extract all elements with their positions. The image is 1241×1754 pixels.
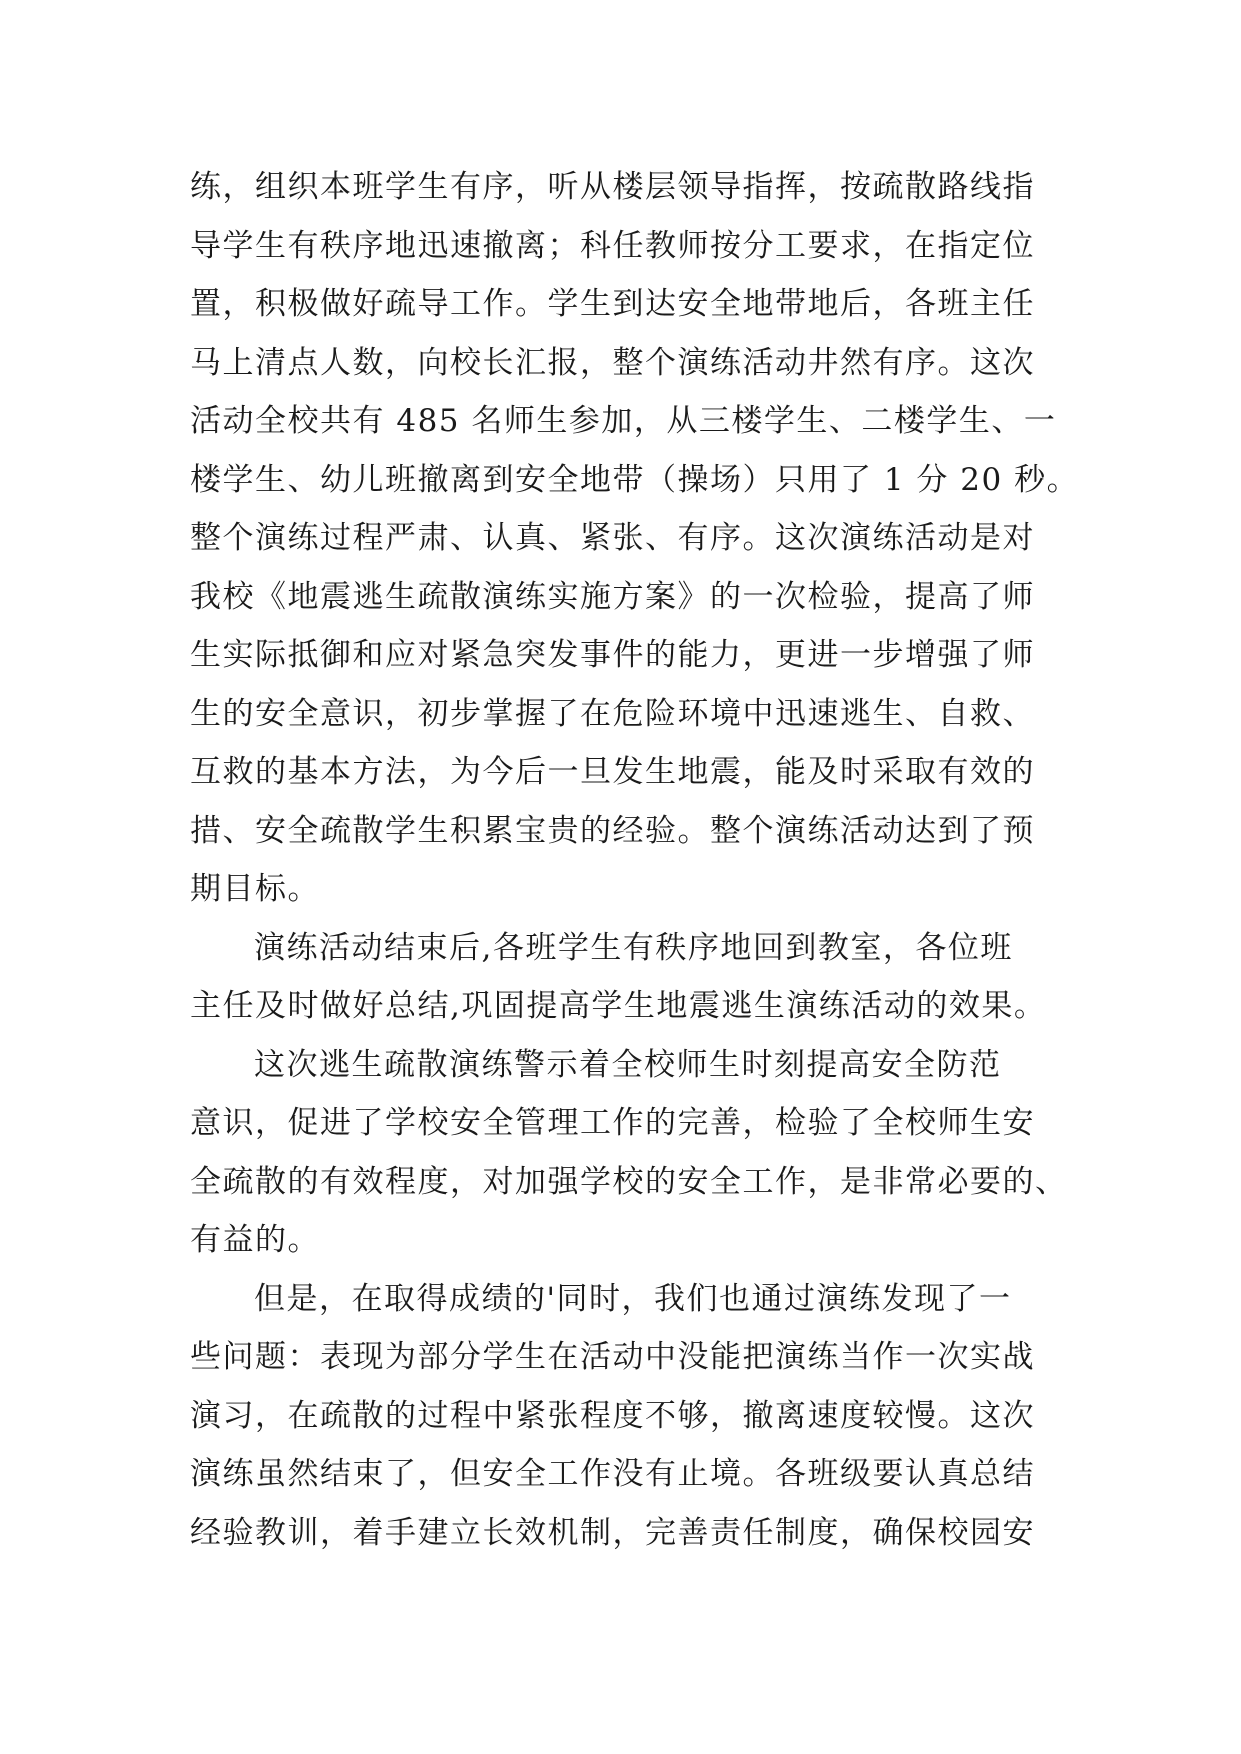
text-line: 生实际抵御和应对紧急突发事件的能力，更进一步增强了师: [190, 637, 1035, 673]
document-body: [190, 158, 1080, 1562]
text-line: 经验教训，着手建立长效机制，完善责任制度，确保校园安: [190, 1514, 1035, 1551]
text-line: 期目标。: [190, 871, 320, 907]
text-line: 置，积极做好疏导工作。学生到达安全地带地后，各班主任: [190, 286, 1035, 322]
paragraph-start-line: 但是，在取得成绩的'同时，我们也通过演练发现了一: [254, 1280, 1012, 1317]
text-line: 我校《地震逃生疏散演练实施方案》的一次检验，提高了师: [190, 578, 1035, 615]
text-line: 全疏散的有效程度，对加强学校的安全工作，是非常必要的、: [190, 1163, 1068, 1200]
text-line: 有益的。: [190, 1222, 320, 1258]
text-line: 措、安全疏散学生积累宝贵的经验。整个演练活动达到了预: [190, 812, 1035, 849]
text-line: 互救的基本方法，为今后一旦发生地震，能及时采取有效的: [190, 754, 1035, 790]
text-line: 演习，在疏散的过程中紧张程度不够，撤离速度较慢。这次: [190, 1397, 1035, 1434]
text-line: 主任及时做好总结,巩固提高学生地震逃生演练活动的效果。: [190, 988, 1047, 1024]
text-line: 些问题：表现为部分学生在活动中没能把演练当作一次实战: [190, 1339, 1035, 1375]
text-line: 意识，促进了学校安全管理工作的完善，检验了全校师生安: [190, 1105, 1035, 1141]
text-line: 生的安全意识，初步掌握了在危险环境中迅速逃生、自救、: [190, 695, 1035, 732]
text-line: 楼学生、幼儿班撤离到安全地带（操场）只用了 1 分 20 秒。: [190, 461, 1080, 498]
text-line: 整个演练过程严肃、认真、紧张、有序。这次演练活动是对: [190, 520, 1035, 556]
text-line: 活动全校共有 485 名师生参加，从三楼学生、二楼学生、一: [190, 403, 1057, 439]
paragraph-start-line: 这次逃生疏散演练警示着全校师生时刻提高安全防范: [254, 1046, 1002, 1083]
text-line: 演练虽然结束了，但安全工作没有止境。各班级要认真总结: [190, 1456, 1035, 1492]
text-line: 导学生有秩序地迅速撤离；科任教师按分工要求，在指定位: [190, 227, 1035, 264]
paragraph-start-line: 演练活动结束后,各班学生有秩序地回到教室，各位班: [254, 929, 1013, 966]
text-line: 马上清点人数，向校长汇报，整个演练活动井然有序。这次: [190, 344, 1035, 381]
text-line: 练，组织本班学生有序，听从楼层领导指挥，按疏散路线指: [190, 169, 1035, 205]
